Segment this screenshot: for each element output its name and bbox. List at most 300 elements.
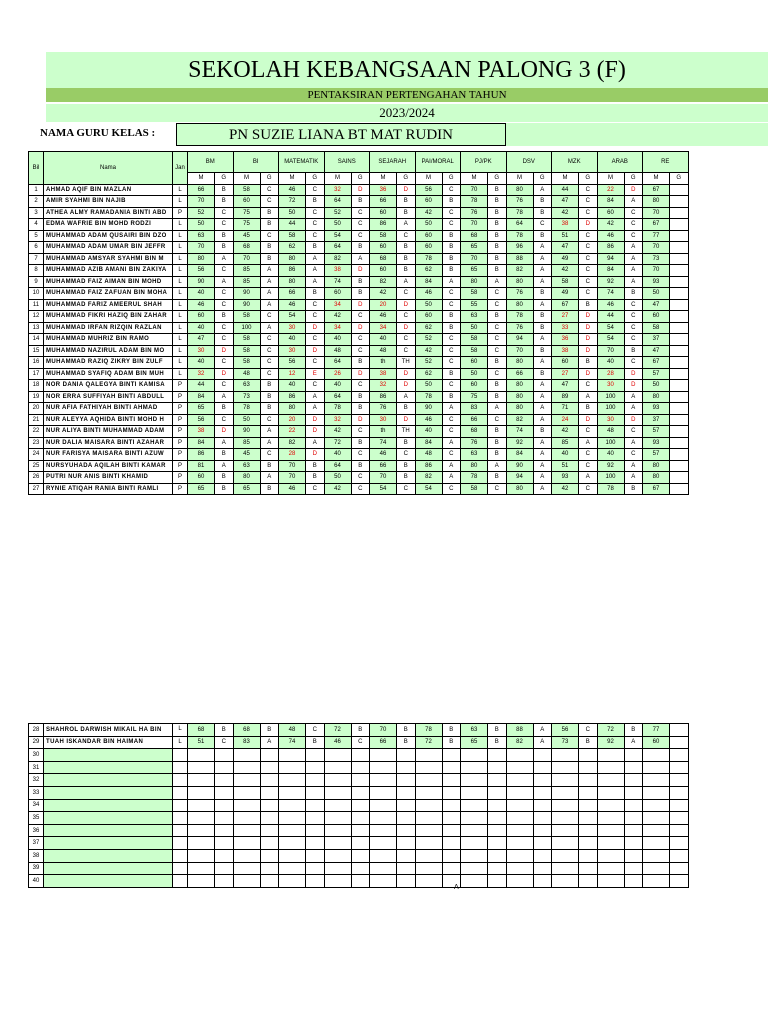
mark-cell[interactable]: 82 [506, 265, 533, 277]
mark-cell[interactable]: 22 [597, 184, 624, 196]
mark-cell[interactable]: 64 [324, 357, 351, 369]
mark-cell[interactable]: 86 [279, 265, 306, 277]
mark-cell[interactable] [415, 862, 442, 875]
mark-cell[interactable]: 84 [188, 391, 215, 403]
mark-cell[interactable]: 72 [324, 437, 351, 449]
student-name[interactable]: MUHAMMAD ADAM UMAR BIN JEFFR [44, 242, 173, 254]
mark-cell[interactable] [324, 786, 351, 799]
mark-cell[interactable]: 89 [552, 391, 579, 403]
mark-cell[interactable]: 56 [552, 724, 579, 737]
mark-cell[interactable] [552, 812, 579, 825]
mark-cell[interactable]: 83 [233, 736, 260, 749]
mark-cell[interactable]: 50 [233, 414, 260, 426]
mark-cell[interactable]: 80 [188, 253, 215, 265]
mark-cell[interactable]: 60 [643, 311, 670, 323]
mark-cell[interactable]: 80 [643, 472, 670, 484]
mark-cell[interactable]: 63 [461, 449, 488, 461]
mark-cell[interactable]: 96 [506, 242, 533, 254]
mark-cell[interactable]: 58 [643, 322, 670, 334]
mark-cell[interactable]: 86 [597, 242, 624, 254]
mark-cell[interactable]: th [370, 426, 397, 438]
mark-cell[interactable]: 68 [461, 230, 488, 242]
mark-cell[interactable]: 20 [279, 414, 306, 426]
mark-cell[interactable] [643, 875, 670, 888]
mark-cell[interactable] [233, 761, 260, 774]
mark-cell[interactable]: 93 [643, 403, 670, 415]
mark-cell[interactable] [188, 799, 215, 812]
mark-cell[interactable] [370, 849, 397, 862]
mark-cell[interactable]: 60 [643, 736, 670, 749]
mark-cell[interactable] [370, 862, 397, 875]
mark-cell[interactable] [324, 824, 351, 837]
mark-cell[interactable] [506, 749, 533, 762]
mark-cell[interactable]: 38 [552, 219, 579, 231]
mark-cell[interactable]: 12 [279, 368, 306, 380]
mark-cell[interactable]: 78 [415, 391, 442, 403]
mark-cell[interactable]: 66 [370, 196, 397, 208]
mark-cell[interactable] [279, 875, 306, 888]
mark-cell[interactable]: 90 [233, 426, 260, 438]
mark-cell[interactable]: 44 [552, 184, 579, 196]
mark-cell[interactable] [415, 875, 442, 888]
mark-cell[interactable] [552, 774, 579, 787]
mark-cell[interactable]: 30 [188, 345, 215, 357]
student-name[interactable]: PUTRI NUR ANIS BINTI KHAMID [44, 472, 173, 484]
mark-cell[interactable] [643, 862, 670, 875]
mark-cell[interactable]: 34 [324, 322, 351, 334]
mark-cell[interactable]: 47 [552, 196, 579, 208]
mark-cell[interactable]: 40 [597, 357, 624, 369]
mark-cell[interactable] [597, 774, 624, 787]
mark-cell[interactable]: 76 [370, 403, 397, 415]
mark-cell[interactable]: 78 [415, 253, 442, 265]
student-name-empty[interactable] [44, 749, 173, 762]
mark-cell[interactable]: 78 [461, 196, 488, 208]
mark-cell[interactable] [279, 849, 306, 862]
mark-cell[interactable]: 42 [324, 483, 351, 495]
mark-cell[interactable] [506, 761, 533, 774]
mark-cell[interactable]: 70 [643, 207, 670, 219]
mark-cell[interactable] [415, 824, 442, 837]
mark-cell[interactable]: 54 [279, 311, 306, 323]
mark-cell[interactable]: 30 [279, 322, 306, 334]
mark-cell[interactable]: 38 [188, 426, 215, 438]
mark-cell[interactable]: 48 [370, 345, 397, 357]
mark-cell[interactable] [370, 774, 397, 787]
mark-cell[interactable]: 64 [324, 196, 351, 208]
mark-cell[interactable]: 51 [188, 736, 215, 749]
mark-cell[interactable]: 72 [597, 724, 624, 737]
mark-cell[interactable]: 40 [188, 322, 215, 334]
mark-cell[interactable]: 68 [461, 426, 488, 438]
mark-cell[interactable]: 60 [370, 242, 397, 254]
mark-cell[interactable]: 65 [188, 483, 215, 495]
mark-cell[interactable] [324, 862, 351, 875]
mark-cell[interactable] [370, 875, 397, 888]
mark-cell[interactable]: 49 [552, 253, 579, 265]
mark-cell[interactable]: 40 [279, 380, 306, 392]
mark-cell[interactable]: 80 [506, 184, 533, 196]
mark-cell[interactable] [324, 774, 351, 787]
mark-cell[interactable] [461, 749, 488, 762]
mark-cell[interactable]: 46 [415, 288, 442, 300]
mark-cell[interactable]: 55 [461, 299, 488, 311]
mark-cell[interactable]: 27 [552, 368, 579, 380]
mark-cell[interactable]: 66 [370, 736, 397, 749]
mark-cell[interactable]: 70 [233, 253, 260, 265]
mark-cell[interactable]: 47 [552, 380, 579, 392]
mark-cell[interactable]: 80 [643, 460, 670, 472]
mark-cell[interactable]: 73 [643, 253, 670, 265]
mark-cell[interactable]: 100 [597, 403, 624, 415]
mark-cell[interactable] [506, 875, 533, 888]
mark-cell[interactable]: 40 [552, 449, 579, 461]
mark-cell[interactable]: 46 [415, 414, 442, 426]
mark-cell[interactable]: 80 [506, 380, 533, 392]
mark-cell[interactable] [506, 849, 533, 862]
mark-cell[interactable]: 47 [552, 242, 579, 254]
mark-cell[interactable]: 82 [415, 472, 442, 484]
mark-cell[interactable]: 84 [415, 437, 442, 449]
mark-cell[interactable]: 82 [324, 253, 351, 265]
mark-cell[interactable] [415, 799, 442, 812]
mark-cell[interactable]: 100 [597, 391, 624, 403]
mark-cell[interactable]: 26 [324, 368, 351, 380]
mark-cell[interactable] [279, 799, 306, 812]
student-name[interactable]: NUR ALEYYA AQHIDA BINTI MOHD H [44, 414, 173, 426]
mark-cell[interactable]: 84 [506, 449, 533, 461]
mark-cell[interactable]: 34 [370, 322, 397, 334]
mark-cell[interactable]: 70 [370, 724, 397, 737]
mark-cell[interactable]: 30 [597, 414, 624, 426]
mark-cell[interactable]: 46 [279, 299, 306, 311]
mark-cell[interactable]: 64 [324, 460, 351, 472]
mark-cell[interactable]: 56 [415, 184, 442, 196]
mark-cell[interactable]: 100 [597, 472, 624, 484]
mark-cell[interactable]: 48 [597, 426, 624, 438]
mark-cell[interactable]: 80 [461, 460, 488, 472]
mark-cell[interactable] [461, 849, 488, 862]
mark-cell[interactable] [597, 849, 624, 862]
mark-cell[interactable]: 54 [597, 322, 624, 334]
mark-cell[interactable]: 94 [597, 253, 624, 265]
mark-cell[interactable]: 70 [279, 460, 306, 472]
mark-cell[interactable] [188, 824, 215, 837]
mark-cell[interactable] [506, 799, 533, 812]
mark-cell[interactable]: 50 [415, 299, 442, 311]
student-name[interactable]: NUR FARISYA MAISARA BINTI AZUW [44, 449, 173, 461]
student-name[interactable]: MUHAMMAD ADAM QUSAIRI BIN DZO [44, 230, 173, 242]
mark-cell[interactable]: 33 [552, 322, 579, 334]
mark-cell[interactable]: 42 [552, 426, 579, 438]
mark-cell[interactable]: 40 [279, 334, 306, 346]
mark-cell[interactable]: 66 [461, 414, 488, 426]
mark-cell[interactable] [506, 824, 533, 837]
mark-cell[interactable] [597, 799, 624, 812]
mark-cell[interactable]: 60 [370, 265, 397, 277]
student-name[interactable]: MUHAMMAD FAIZ AIMAN BIN MOHD [44, 276, 173, 288]
mark-cell[interactable]: 49 [552, 288, 579, 300]
mark-cell[interactable] [188, 837, 215, 850]
mark-cell[interactable] [461, 875, 488, 888]
mark-cell[interactable]: 72 [415, 736, 442, 749]
mark-cell[interactable]: 63 [461, 311, 488, 323]
mark-cell[interactable] [279, 812, 306, 825]
mark-cell[interactable] [233, 774, 260, 787]
mark-cell[interactable]: 50 [461, 368, 488, 380]
mark-cell[interactable]: 86 [370, 219, 397, 231]
mark-cell[interactable]: 46 [188, 299, 215, 311]
mark-cell[interactable] [552, 849, 579, 862]
mark-cell[interactable]: 37 [643, 334, 670, 346]
student-name-empty[interactable] [44, 786, 173, 799]
mark-cell[interactable]: 77 [643, 724, 670, 737]
mark-cell[interactable]: 80 [643, 196, 670, 208]
mark-cell[interactable]: 46 [279, 483, 306, 495]
mark-cell[interactable] [552, 862, 579, 875]
mark-cell[interactable] [188, 812, 215, 825]
mark-cell[interactable]: 92 [597, 736, 624, 749]
mark-cell[interactable]: 76 [506, 196, 533, 208]
mark-cell[interactable]: 48 [324, 345, 351, 357]
mark-cell[interactable]: 52 [188, 207, 215, 219]
mark-cell[interactable]: 83 [461, 403, 488, 415]
mark-cell[interactable]: 73 [552, 736, 579, 749]
student-name[interactable]: MUHAMMAD AZIB AMANI BIN ZAKIYA [44, 265, 173, 277]
mark-cell[interactable]: 75 [461, 391, 488, 403]
mark-cell[interactable]: 92 [506, 437, 533, 449]
mark-cell[interactable]: 84 [188, 437, 215, 449]
mark-cell[interactable]: 70 [279, 472, 306, 484]
mark-cell[interactable]: 80 [279, 403, 306, 415]
mark-cell[interactable]: 40 [324, 380, 351, 392]
mark-cell[interactable]: 88 [506, 253, 533, 265]
mark-cell[interactable]: 24 [552, 414, 579, 426]
mark-cell[interactable]: 70 [188, 242, 215, 254]
mark-cell[interactable]: 63 [233, 460, 260, 472]
mark-cell[interactable]: 67 [552, 299, 579, 311]
mark-cell[interactable]: 76 [506, 322, 533, 334]
mark-cell[interactable]: 70 [461, 253, 488, 265]
mark-cell[interactable] [233, 749, 260, 762]
mark-cell[interactable]: 94 [506, 472, 533, 484]
mark-cell[interactable] [279, 749, 306, 762]
mark-cell[interactable]: 58 [552, 276, 579, 288]
mark-cell[interactable]: 60 [597, 207, 624, 219]
mark-cell[interactable]: 42 [370, 288, 397, 300]
mark-cell[interactable]: 58 [233, 357, 260, 369]
mark-cell[interactable]: 66 [279, 288, 306, 300]
mark-cell[interactable]: 74 [324, 276, 351, 288]
mark-cell[interactable]: 47 [643, 299, 670, 311]
mark-cell[interactable]: 54 [370, 483, 397, 495]
mark-cell[interactable]: 50 [643, 288, 670, 300]
mark-cell[interactable] [415, 774, 442, 787]
mark-cell[interactable] [461, 761, 488, 774]
mark-cell[interactable]: 74 [597, 288, 624, 300]
mark-cell[interactable] [461, 774, 488, 787]
mark-cell[interactable]: 34 [324, 299, 351, 311]
mark-cell[interactable]: 62 [415, 265, 442, 277]
mark-cell[interactable]: 50 [643, 380, 670, 392]
student-name[interactable]: ATHEA ALMY RAMADANIA BINTI ABD [44, 207, 173, 219]
student-name[interactable]: AMIR SYAHMI BIN NAJIB [44, 196, 173, 208]
mark-cell[interactable]: 82 [506, 736, 533, 749]
mark-cell[interactable]: 63 [461, 724, 488, 737]
mark-cell[interactable]: 65 [461, 242, 488, 254]
mark-cell[interactable]: 42 [324, 311, 351, 323]
mark-cell[interactable]: 86 [370, 391, 397, 403]
mark-cell[interactable]: 82 [506, 414, 533, 426]
mark-cell[interactable]: 92 [597, 276, 624, 288]
mark-cell[interactable]: 76 [461, 207, 488, 219]
mark-cell[interactable]: 80 [506, 299, 533, 311]
mark-cell[interactable] [188, 862, 215, 875]
mark-cell[interactable] [370, 812, 397, 825]
mark-cell[interactable]: 68 [370, 253, 397, 265]
mark-cell[interactable] [188, 749, 215, 762]
mark-cell[interactable] [506, 837, 533, 850]
mark-cell[interactable] [279, 862, 306, 875]
mark-cell[interactable]: 60 [370, 207, 397, 219]
mark-cell[interactable]: 80 [506, 276, 533, 288]
mark-cell[interactable] [461, 799, 488, 812]
student-name[interactable]: TUAH ISKANDAR BIN HAIMAN [44, 736, 173, 749]
mark-cell[interactable]: 27 [552, 311, 579, 323]
mark-cell[interactable] [233, 812, 260, 825]
mark-cell[interactable]: 47 [643, 345, 670, 357]
mark-cell[interactable]: 80 [506, 403, 533, 415]
mark-cell[interactable]: 58 [370, 230, 397, 242]
mark-cell[interactable]: 50 [461, 322, 488, 334]
mark-cell[interactable]: 50 [324, 219, 351, 231]
mark-cell[interactable] [188, 875, 215, 888]
mark-cell[interactable]: 63 [233, 380, 260, 392]
mark-cell[interactable] [324, 761, 351, 774]
mark-cell[interactable]: 72 [279, 196, 306, 208]
mark-cell[interactable] [597, 749, 624, 762]
mark-cell[interactable]: 40 [324, 334, 351, 346]
mark-cell[interactable] [370, 749, 397, 762]
mark-cell[interactable]: 38 [370, 368, 397, 380]
mark-cell[interactable]: 28 [597, 368, 624, 380]
student-name[interactable]: NOR DANIA QALEGYA BINTI KAMISA [44, 380, 173, 392]
mark-cell[interactable] [233, 786, 260, 799]
mark-cell[interactable]: 78 [324, 403, 351, 415]
mark-cell[interactable]: 82 [279, 437, 306, 449]
student-name[interactable]: MUHAMMAD MUHRIZ BIN RAMO [44, 334, 173, 346]
mark-cell[interactable]: 74 [370, 437, 397, 449]
student-name[interactable]: NUR ALIYA BINTI MUHAMMAD ADAM [44, 426, 173, 438]
mark-cell[interactable]: 71 [552, 403, 579, 415]
mark-cell[interactable]: 76 [461, 437, 488, 449]
mark-cell[interactable]: 78 [233, 403, 260, 415]
mark-cell[interactable]: 86 [415, 460, 442, 472]
mark-cell[interactable] [643, 749, 670, 762]
mark-cell[interactable]: 60 [188, 472, 215, 484]
mark-cell[interactable]: 78 [506, 311, 533, 323]
mark-cell[interactable]: 51 [552, 230, 579, 242]
mark-cell[interactable]: 85 [233, 276, 260, 288]
mark-cell[interactable]: 63 [188, 230, 215, 242]
student-name-empty[interactable] [44, 875, 173, 888]
student-name[interactable]: NURSYUHADA AQILAH BINTI KAMAR [44, 460, 173, 472]
mark-cell[interactable] [370, 824, 397, 837]
mark-cell[interactable]: 70 [597, 345, 624, 357]
mark-cell[interactable]: 80 [506, 357, 533, 369]
student-name[interactable]: MUHAMMAD FAIZ ZAFUAN BIN MOHA [44, 288, 173, 300]
mark-cell[interactable]: 36 [370, 184, 397, 196]
mark-cell[interactable]: 85 [552, 437, 579, 449]
mark-cell[interactable] [415, 761, 442, 774]
mark-cell[interactable]: 88 [506, 724, 533, 737]
mark-cell[interactable]: 42 [552, 207, 579, 219]
mark-cell[interactable] [461, 812, 488, 825]
mark-cell[interactable]: 52 [415, 334, 442, 346]
mark-cell[interactable]: 66 [506, 368, 533, 380]
mark-cell[interactable]: 80 [279, 276, 306, 288]
mark-cell[interactable] [597, 786, 624, 799]
mark-cell[interactable] [233, 862, 260, 875]
mark-cell[interactable] [279, 761, 306, 774]
mark-cell[interactable]: 32 [324, 414, 351, 426]
mark-cell[interactable]: 57 [643, 449, 670, 461]
mark-cell[interactable]: 60 [415, 196, 442, 208]
mark-cell[interactable]: 75 [233, 207, 260, 219]
mark-cell[interactable]: 37 [643, 414, 670, 426]
student-name[interactable]: MUHAMMAD RAZIQ ZIKRY BIN ZULF [44, 357, 173, 369]
mark-cell[interactable]: 50 [415, 380, 442, 392]
mark-cell[interactable]: 60 [324, 288, 351, 300]
mark-cell[interactable]: 42 [415, 207, 442, 219]
mark-cell[interactable]: 84 [597, 196, 624, 208]
mark-cell[interactable]: 54 [324, 230, 351, 242]
mark-cell[interactable]: 75 [233, 219, 260, 231]
mark-cell[interactable]: 50 [415, 219, 442, 231]
student-name[interactable]: NUR AFIA FATHIYAH BINTI AHMAD [44, 403, 173, 415]
mark-cell[interactable]: 92 [597, 460, 624, 472]
mark-cell[interactable]: 58 [461, 334, 488, 346]
mark-cell[interactable] [643, 812, 670, 825]
mark-cell[interactable]: 58 [233, 184, 260, 196]
mark-cell[interactable]: 62 [415, 368, 442, 380]
student-name[interactable]: AHMAD AQIF BIN MAZLAN [44, 184, 173, 196]
mark-cell[interactable]: 36 [552, 334, 579, 346]
mark-cell[interactable]: 46 [370, 449, 397, 461]
mark-cell[interactable]: 90 [188, 276, 215, 288]
mark-cell[interactable]: 30 [370, 414, 397, 426]
mark-cell[interactable]: 94 [506, 334, 533, 346]
student-name-empty[interactable] [44, 761, 173, 774]
mark-cell[interactable] [370, 799, 397, 812]
mark-cell[interactable]: 60 [415, 242, 442, 254]
mark-cell[interactable]: 38 [324, 265, 351, 277]
student-name-empty[interactable] [44, 824, 173, 837]
mark-cell[interactable] [597, 875, 624, 888]
mark-cell[interactable] [233, 875, 260, 888]
mark-cell[interactable]: 78 [461, 472, 488, 484]
mark-cell[interactable]: 56 [279, 357, 306, 369]
mark-cell[interactable]: 80 [506, 483, 533, 495]
mark-cell[interactable] [643, 837, 670, 850]
mark-cell[interactable]: 67 [643, 219, 670, 231]
mark-cell[interactable] [506, 774, 533, 787]
mark-cell[interactable] [461, 824, 488, 837]
mark-cell[interactable]: 40 [370, 334, 397, 346]
mark-cell[interactable]: 70 [461, 219, 488, 231]
mark-cell[interactable]: 81 [188, 460, 215, 472]
mark-cell[interactable]: 73 [233, 391, 260, 403]
